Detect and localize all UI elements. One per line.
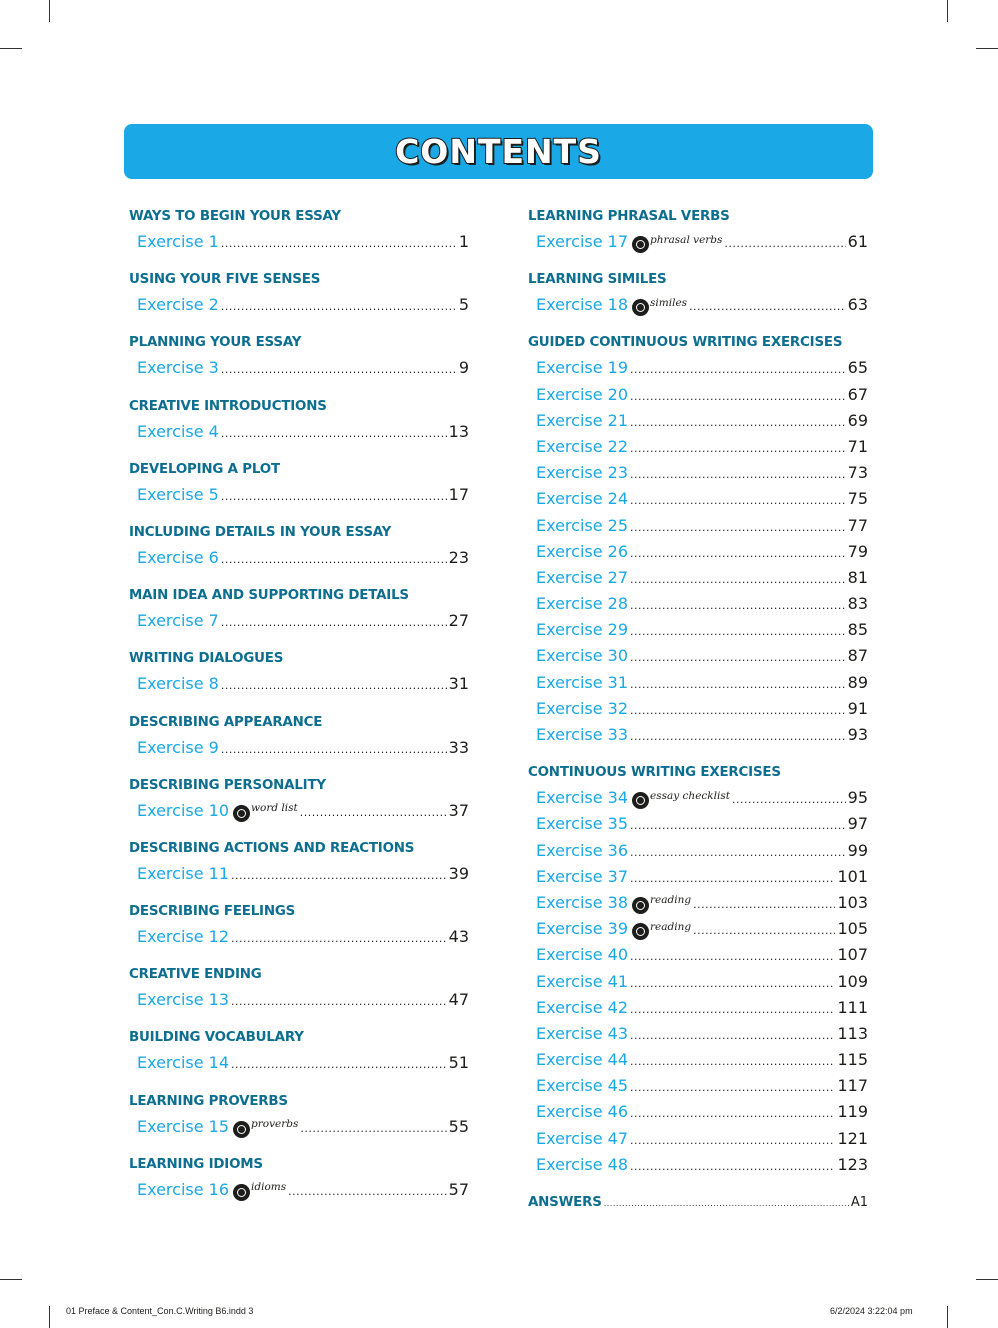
dot-leader bbox=[630, 384, 846, 410]
dot-leader bbox=[630, 1075, 835, 1101]
section-heading: DESCRIBING APPEARANCE bbox=[129, 714, 323, 730]
resource-tag[interactable] bbox=[632, 293, 687, 319]
page-number: 57 bbox=[448, 1179, 469, 1199]
dot-leader bbox=[630, 410, 846, 436]
dot-leader bbox=[300, 800, 447, 826]
toc-entry[interactable] bbox=[129, 292, 469, 318]
page-number: 109 bbox=[837, 971, 868, 991]
page-number: 115 bbox=[837, 1050, 868, 1070]
toc-entry[interactable] bbox=[129, 419, 469, 445]
toc-entry[interactable] bbox=[129, 1177, 469, 1203]
page-number: 123 bbox=[837, 1154, 868, 1174]
dot-leader bbox=[732, 787, 846, 813]
exercise-label[interactable]: Exercise 22 bbox=[536, 436, 629, 456]
section-heading: DESCRIBING ACTIONS AND REACTIONS bbox=[129, 840, 415, 856]
section-heading: DESCRIBING FEELINGS bbox=[129, 904, 296, 920]
dot-leader bbox=[231, 926, 447, 952]
dot-leader bbox=[630, 1023, 835, 1049]
exercise-label[interactable]: Exercise 48 bbox=[536, 1154, 629, 1174]
toc-entry[interactable] bbox=[528, 916, 868, 942]
exercise-label[interactable]: Exercise 38 bbox=[536, 892, 629, 912]
toc-section bbox=[129, 1090, 469, 1140]
page-title: CONTENTS bbox=[395, 132, 602, 171]
dot-leader bbox=[630, 971, 835, 997]
dot-leader bbox=[630, 840, 846, 866]
exercise-label[interactable]: Exercise 6 bbox=[137, 547, 219, 567]
page-number: 77 bbox=[847, 515, 868, 535]
exercise-label[interactable]: Exercise 47 bbox=[536, 1128, 629, 1148]
dot-leader bbox=[693, 892, 835, 918]
dot-leader bbox=[630, 698, 846, 724]
exercise-label[interactable]: Exercise 34 bbox=[536, 788, 629, 808]
resource-tag-label: reading bbox=[650, 894, 692, 907]
toc-entry[interactable] bbox=[528, 838, 868, 864]
exercise-label[interactable]: Exercise 23 bbox=[536, 463, 629, 483]
section-heading: CREATIVE ENDING bbox=[129, 967, 262, 983]
page-number: 83 bbox=[847, 594, 868, 614]
toc-entry[interactable] bbox=[528, 617, 868, 643]
toc-section bbox=[528, 761, 868, 1178]
exercise-label[interactable]: Exercise 14 bbox=[137, 1053, 230, 1073]
toc-section bbox=[129, 521, 469, 571]
exercise-label[interactable]: Exercise 41 bbox=[536, 971, 629, 991]
toc-section bbox=[129, 584, 469, 634]
dot-leader bbox=[689, 294, 846, 320]
page-number: 85 bbox=[847, 620, 868, 640]
page-number: 95 bbox=[847, 788, 868, 808]
toc-section bbox=[129, 1026, 469, 1076]
exercise-label[interactable]: Exercise 3 bbox=[137, 358, 219, 378]
section-heading: USING YOUR FIVE SENSES bbox=[129, 272, 321, 288]
toc-entry[interactable] bbox=[129, 545, 469, 571]
dot-leader bbox=[693, 918, 835, 944]
exercise-label[interactable]: Exercise 43 bbox=[536, 1023, 629, 1043]
toc-entry[interactable] bbox=[129, 1114, 469, 1140]
exercise-label[interactable]: Exercise 10 bbox=[137, 800, 230, 820]
toc-entry[interactable] bbox=[129, 924, 469, 950]
crop-mark bbox=[947, 1306, 948, 1328]
page-number: 93 bbox=[847, 725, 868, 744]
dot-leader bbox=[630, 567, 846, 593]
toc-entry[interactable] bbox=[528, 355, 868, 381]
toc-section bbox=[528, 268, 868, 318]
exercise-label[interactable]: Exercise 37 bbox=[536, 866, 629, 886]
dot-leader bbox=[724, 231, 845, 257]
exercise-label[interactable]: Exercise 45 bbox=[536, 1076, 629, 1096]
exercise-label[interactable]: Exercise 7 bbox=[137, 611, 219, 631]
page-number: 113 bbox=[837, 1023, 868, 1043]
dot-leader bbox=[630, 515, 846, 541]
footer-timestamp: 6/2/2024 3:22:04 pm bbox=[830, 1306, 913, 1316]
toc-section bbox=[129, 711, 469, 761]
section-heading: MAIN IDEA AND SUPPORTING DETAILS bbox=[129, 588, 409, 604]
dot-leader bbox=[630, 488, 846, 514]
toc-entry[interactable] bbox=[528, 1099, 868, 1125]
dot-leader bbox=[630, 357, 846, 383]
footer-file: 01 Preface & Content_Con.C.Writing B6.indd 3 bbox=[66, 1306, 254, 1316]
crop-mark bbox=[947, 0, 948, 22]
page-number: 9 bbox=[458, 358, 469, 378]
qr-code-icon bbox=[632, 897, 649, 914]
toc-section bbox=[129, 647, 469, 697]
toc-entry[interactable] bbox=[528, 670, 868, 696]
page-number: 5 bbox=[458, 295, 469, 315]
dot-leader bbox=[630, 462, 846, 488]
crop-mark bbox=[49, 0, 50, 22]
exercise-label[interactable]: Exercise 31 bbox=[536, 672, 629, 692]
answers-page-number: A1 bbox=[850, 1195, 868, 1210]
exercise-label[interactable]: Exercise 9 bbox=[137, 737, 219, 757]
toc-entry[interactable] bbox=[528, 292, 868, 318]
toc-entry[interactable] bbox=[528, 785, 868, 811]
dot-leader bbox=[630, 1128, 835, 1154]
right-column bbox=[528, 205, 868, 1215]
toc-entry[interactable] bbox=[129, 671, 469, 697]
page-number: 103 bbox=[837, 892, 868, 912]
page-number: 71 bbox=[847, 436, 868, 456]
resource-tag-label: reading bbox=[650, 920, 692, 933]
toc-entry[interactable] bbox=[528, 995, 868, 1021]
exercise-label[interactable]: Exercise 2 bbox=[137, 295, 219, 315]
toc-entry[interactable] bbox=[528, 486, 868, 512]
exercise-label[interactable]: Exercise 26 bbox=[536, 541, 629, 561]
page-number: 79 bbox=[847, 541, 868, 561]
page-number: 117 bbox=[837, 1076, 868, 1096]
dot-leader bbox=[630, 997, 835, 1023]
page-number: 89 bbox=[847, 672, 868, 692]
toc-section bbox=[129, 268, 469, 318]
toc-entry[interactable] bbox=[129, 1050, 469, 1076]
exercise-label[interactable]: Exercise 8 bbox=[137, 674, 219, 694]
exercise-label[interactable]: Exercise 18 bbox=[536, 295, 629, 315]
dot-leader bbox=[300, 1116, 446, 1142]
exercise-label[interactable]: Exercise 16 bbox=[137, 1179, 230, 1199]
section-heading: PLANNING YOUR ESSAY bbox=[129, 335, 302, 351]
page-number: 17 bbox=[448, 484, 469, 504]
crop-mark bbox=[0, 48, 22, 49]
exercise-label[interactable]: Exercise 25 bbox=[536, 515, 629, 535]
page-number: 69 bbox=[847, 410, 868, 430]
page-number: 43 bbox=[448, 927, 469, 947]
dot-leader bbox=[221, 737, 447, 763]
toc-entry[interactable] bbox=[528, 513, 868, 539]
toc-section bbox=[528, 331, 868, 748]
dot-leader bbox=[231, 1052, 447, 1078]
page-number: 39 bbox=[448, 863, 469, 883]
exercise-label[interactable]: Exercise 28 bbox=[536, 594, 629, 614]
dot-leader bbox=[221, 421, 447, 447]
qr-code-icon bbox=[632, 236, 649, 253]
dot-leader bbox=[221, 357, 457, 383]
exercise-label[interactable]: Exercise 17 bbox=[536, 232, 629, 251]
resource-tag-label: essay checklist bbox=[650, 789, 730, 802]
exercise-label[interactable]: Exercise 32 bbox=[536, 698, 629, 718]
section-heading: LEARNING SIMILES bbox=[528, 272, 667, 288]
dot-leader bbox=[231, 989, 447, 1015]
contents-banner bbox=[124, 124, 873, 179]
page-number: 13 bbox=[448, 421, 469, 441]
dot-leader bbox=[221, 231, 457, 257]
page-number: 107 bbox=[837, 945, 868, 965]
page-number: 51 bbox=[448, 1053, 469, 1073]
page-number: 111 bbox=[837, 997, 868, 1017]
dot-leader bbox=[630, 619, 846, 645]
section-heading: WRITING DIALOGUES bbox=[129, 651, 284, 667]
section-heading: CONTINUOUS WRITING EXERCISES bbox=[528, 765, 781, 781]
crop-mark bbox=[49, 1306, 50, 1328]
exercise-label[interactable]: Exercise 21 bbox=[536, 410, 629, 430]
dot-leader bbox=[630, 1154, 835, 1180]
dot-leader bbox=[604, 1199, 849, 1208]
section-heading: DESCRIBING PERSONALITY bbox=[129, 777, 326, 793]
toc-entry[interactable] bbox=[528, 565, 868, 591]
toc-section bbox=[129, 331, 469, 381]
page-number: 63 bbox=[847, 295, 868, 315]
section-heading: GUIDED CONTINUOUS WRITING EXERCISES bbox=[528, 335, 843, 351]
page-number: 119 bbox=[837, 1102, 868, 1122]
toc-entry[interactable] bbox=[129, 735, 469, 761]
section-heading: DEVELOPING A PLOT bbox=[129, 461, 280, 477]
exercise-label[interactable]: Exercise 5 bbox=[137, 484, 219, 504]
toc-section bbox=[129, 1153, 469, 1203]
toc-section bbox=[129, 837, 469, 887]
toc-entry[interactable] bbox=[528, 1047, 868, 1073]
toc-entry[interactable] bbox=[528, 1073, 868, 1099]
dot-leader bbox=[630, 593, 846, 619]
page-number: 121 bbox=[837, 1128, 868, 1148]
resource-tag[interactable] bbox=[233, 1114, 298, 1140]
page-number: 87 bbox=[847, 646, 868, 666]
section-heading: LEARNING PHRASAL VERBS bbox=[528, 209, 730, 224]
page-number: 61 bbox=[847, 232, 868, 251]
resource-tag-label: phrasal verbs bbox=[650, 233, 723, 246]
dot-leader bbox=[221, 484, 447, 510]
dot-leader bbox=[221, 673, 447, 699]
crop-mark bbox=[976, 48, 998, 49]
toc-entry[interactable] bbox=[528, 434, 868, 460]
toc-entry[interactable] bbox=[528, 811, 868, 837]
section-heading: BUILDING VOCABULARY bbox=[129, 1030, 304, 1046]
toc-section bbox=[129, 774, 469, 824]
answers-heading[interactable]: ANSWERS bbox=[528, 1195, 602, 1210]
dot-leader bbox=[630, 645, 846, 671]
toc-entry[interactable] bbox=[528, 722, 868, 748]
exercise-label[interactable]: Exercise 24 bbox=[536, 489, 629, 509]
qr-code-icon bbox=[233, 1121, 250, 1138]
resource-tag[interactable] bbox=[632, 786, 730, 812]
toc-entry[interactable] bbox=[528, 1152, 868, 1178]
dot-leader bbox=[630, 944, 835, 970]
resource-tag[interactable] bbox=[632, 230, 722, 256]
page-number: 47 bbox=[448, 990, 469, 1010]
toc-entry[interactable] bbox=[129, 987, 469, 1013]
section-heading: LEARNING IDIOMS bbox=[129, 1156, 263, 1172]
toc-entry[interactable] bbox=[528, 864, 868, 890]
exercise-label[interactable]: Exercise 20 bbox=[536, 384, 629, 404]
toc-entry[interactable] bbox=[528, 643, 868, 669]
exercise-label[interactable]: Exercise 12 bbox=[137, 927, 230, 947]
toc-entry[interactable] bbox=[129, 861, 469, 887]
page-number: 101 bbox=[837, 866, 868, 886]
left-column bbox=[129, 205, 469, 1216]
toc-entry[interactable] bbox=[528, 942, 868, 968]
toc-section bbox=[129, 963, 469, 1013]
page-number: 105 bbox=[837, 919, 868, 939]
exercise-label[interactable]: Exercise 35 bbox=[536, 814, 629, 834]
page-number: 55 bbox=[448, 1116, 469, 1136]
answers-entry[interactable] bbox=[528, 1191, 868, 1215]
toc-entry[interactable] bbox=[528, 460, 868, 486]
exercise-label[interactable]: Exercise 19 bbox=[536, 358, 629, 378]
toc-entry[interactable] bbox=[528, 696, 868, 722]
page-number: 37 bbox=[448, 800, 469, 820]
toc-section bbox=[129, 458, 469, 508]
toc-entry[interactable] bbox=[129, 355, 469, 381]
exercise-label[interactable]: Exercise 36 bbox=[536, 840, 629, 860]
toc-entry[interactable] bbox=[528, 1021, 868, 1047]
section-heading: CREATIVE INTRODUCTIONS bbox=[129, 398, 327, 414]
toc-entry[interactable] bbox=[129, 229, 469, 255]
page-number: 99 bbox=[847, 840, 868, 860]
dot-leader bbox=[221, 294, 457, 320]
toc-entry[interactable] bbox=[528, 1126, 868, 1152]
exercise-label[interactable]: Exercise 30 bbox=[536, 646, 629, 666]
exercise-label[interactable]: Exercise 1 bbox=[137, 232, 219, 251]
toc-entry[interactable] bbox=[129, 482, 469, 508]
dot-leader bbox=[221, 547, 447, 573]
qr-code-icon bbox=[632, 923, 649, 940]
page-number: 65 bbox=[847, 358, 868, 378]
toc-entry[interactable] bbox=[528, 382, 868, 408]
exercise-label[interactable]: Exercise 42 bbox=[536, 997, 629, 1017]
page-number: 27 bbox=[448, 611, 469, 631]
section-heading: INCLUDING DETAILS IN YOUR ESSAY bbox=[129, 524, 392, 540]
exercise-label[interactable]: Exercise 39 bbox=[536, 919, 629, 939]
toc-section bbox=[129, 395, 469, 445]
toc-entry[interactable] bbox=[528, 539, 868, 565]
resource-tag[interactable] bbox=[233, 798, 298, 824]
qr-code-icon bbox=[632, 792, 649, 809]
page-number: 75 bbox=[847, 489, 868, 509]
toc-section bbox=[129, 205, 469, 255]
dot-leader bbox=[231, 863, 447, 889]
resource-tag[interactable] bbox=[233, 1177, 286, 1203]
page-number: 31 bbox=[448, 674, 469, 694]
exercise-label[interactable]: Exercise 11 bbox=[137, 863, 230, 883]
exercise-label[interactable]: Exercise 13 bbox=[137, 990, 230, 1010]
page-number: 67 bbox=[847, 384, 868, 404]
resource-tag-label: idioms bbox=[251, 1181, 287, 1194]
exercise-label[interactable]: Exercise 44 bbox=[536, 1050, 629, 1070]
page-number: 91 bbox=[847, 698, 868, 718]
page-number: 97 bbox=[847, 814, 868, 834]
dot-leader bbox=[630, 541, 846, 567]
resource-tag-label: similes bbox=[650, 296, 688, 309]
exercise-label[interactable]: Exercise 29 bbox=[536, 620, 629, 640]
page-number: 23 bbox=[448, 547, 469, 567]
toc-entry[interactable] bbox=[129, 608, 469, 634]
exercise-label[interactable]: Exercise 40 bbox=[536, 945, 629, 965]
dot-leader bbox=[630, 1049, 835, 1075]
resource-tag[interactable] bbox=[632, 890, 691, 916]
exercise-label[interactable]: Exercise 33 bbox=[536, 725, 629, 744]
crop-mark bbox=[0, 1279, 22, 1280]
dot-leader bbox=[630, 672, 846, 698]
toc-section bbox=[129, 900, 469, 950]
qr-code-icon bbox=[632, 299, 649, 316]
resource-tag[interactable] bbox=[632, 917, 691, 943]
exercise-label[interactable]: Exercise 46 bbox=[536, 1102, 629, 1122]
page-number: 1 bbox=[458, 232, 469, 251]
dot-leader bbox=[630, 1101, 835, 1127]
dot-leader bbox=[288, 1179, 447, 1205]
resource-tag-label: proverbs bbox=[251, 1118, 299, 1131]
toc-entry[interactable] bbox=[528, 408, 868, 434]
toc-entry[interactable] bbox=[528, 890, 868, 916]
exercise-label[interactable]: Exercise 15 bbox=[137, 1116, 230, 1136]
crop-mark bbox=[976, 1279, 998, 1280]
toc-entry[interactable] bbox=[528, 969, 868, 995]
dot-leader bbox=[221, 610, 447, 636]
page-number: 73 bbox=[847, 463, 868, 483]
toc-entry[interactable] bbox=[129, 798, 469, 824]
qr-code-icon bbox=[233, 805, 250, 822]
page-number: 81 bbox=[847, 567, 868, 587]
toc-entry[interactable] bbox=[528, 591, 868, 617]
dot-leader bbox=[630, 813, 846, 839]
page-number: 33 bbox=[448, 737, 469, 757]
toc-section bbox=[528, 205, 868, 255]
toc-entry[interactable] bbox=[528, 229, 868, 255]
dot-leader bbox=[630, 724, 846, 750]
section-heading: LEARNING PROVERBS bbox=[129, 1093, 288, 1109]
dot-leader bbox=[630, 436, 846, 462]
exercise-label[interactable]: Exercise 27 bbox=[536, 567, 629, 587]
exercise-label[interactable]: Exercise 4 bbox=[137, 421, 219, 441]
qr-code-icon bbox=[233, 1184, 250, 1201]
section-heading: WAYS TO BEGIN YOUR ESSAY bbox=[129, 209, 341, 224]
resource-tag-label: word list bbox=[251, 802, 298, 815]
